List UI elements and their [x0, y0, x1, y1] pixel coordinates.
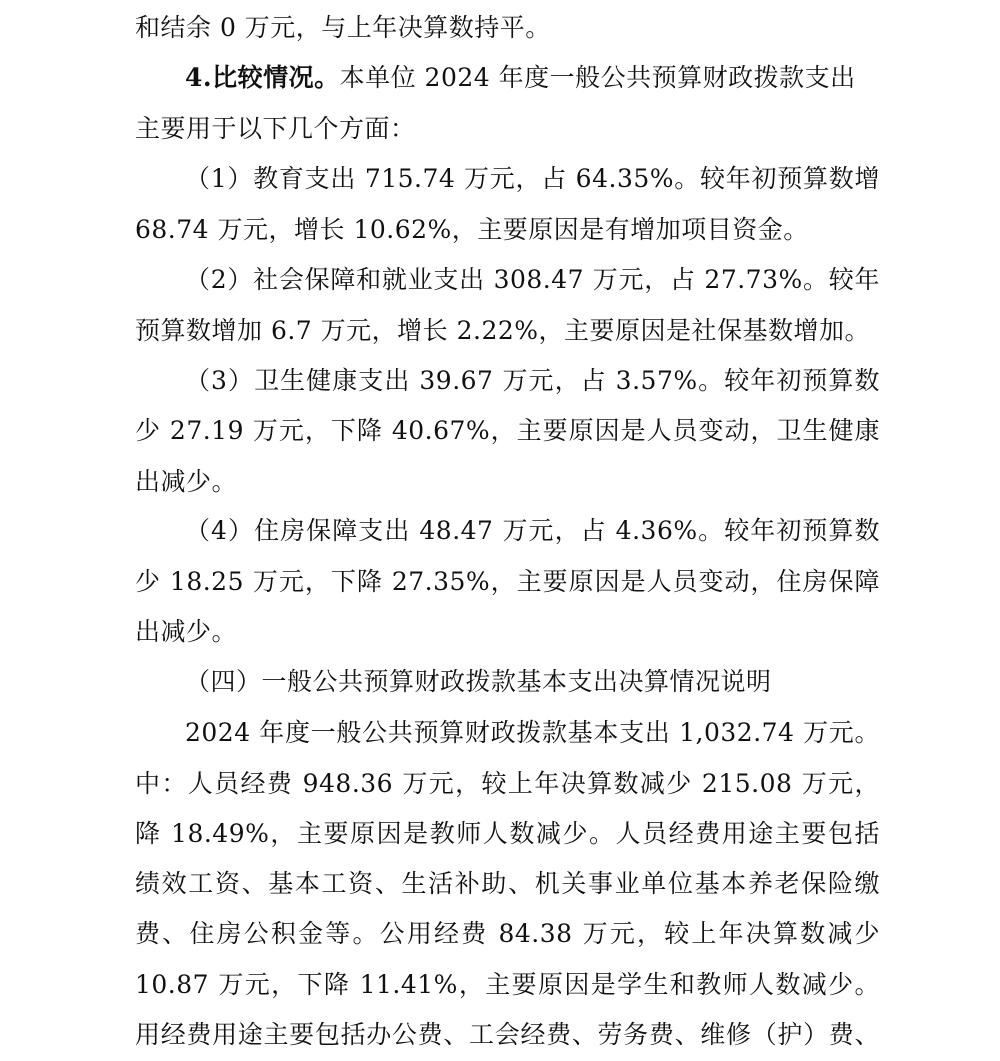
- text-line-20: 10.87 万元，下降 11.41%，主要原因是学生和教师人数减少。: [135, 970, 880, 999]
- text-line-12: 少 18.25 万元，下降 27.35%，主要原因是人员变动，住房保障: [135, 567, 880, 596]
- list-item-social-security: （2）社会保障和就业支出 308.47 万元，占 27.73%。较年: [185, 265, 880, 294]
- text-line-18: 绩效工资、基本工资、生活补助、机关事业单位基本养老保险缴: [135, 869, 880, 898]
- section-heading-comparison: 4.比较情况。本单位 2024 年度一般公共预算财政拨款支出: [185, 63, 856, 92]
- list-item-housing: （4）住房保障支出 48.47 万元，占 4.36%。较年初预算数: [185, 516, 880, 545]
- heading-lead: 4.比较情况。: [185, 63, 340, 92]
- text-line-17: 降 18.49%，主要原因是教师人数减少。人员经费用途主要包括: [135, 819, 880, 848]
- section-heading-basic-expenditure: （四）一般公共预算财政拨款基本支出决算情况说明: [185, 667, 772, 696]
- text-line-1: 和结余 0 万元，与上年决算数持平。: [135, 13, 551, 42]
- text-line-3: 主要用于以下几个方面：: [135, 114, 416, 143]
- text-line-21: 用经费用途主要包括办公费、工会经费、劳务费、维修（护）费、: [135, 1020, 880, 1049]
- text-line-15: 2024 年度一般公共预算财政拨款基本支出 1,032.74 万元。: [185, 718, 880, 747]
- text-line-19: 费、住房公积金等。公用经费 84.38 万元，较上年决算数减少: [135, 919, 880, 948]
- text-line-13: 出减少。: [135, 617, 238, 646]
- list-item-education: （1）教育支出 715.74 万元，占 64.35%。较年初预算数增: [185, 164, 880, 193]
- text-line-10: 出减少。: [135, 467, 238, 496]
- text-line-7: 预算数增加 6.7 万元，增长 2.22%，主要原因是社保基数增加。: [135, 316, 871, 345]
- list-item-health: （3）卫生健康支出 39.67 万元，占 3.57%。较年初预算数: [185, 366, 880, 395]
- text-line-5: 68.74 万元，增长 10.62%，主要原因是有增加项目资金。: [135, 215, 809, 244]
- text-line-16: 中：人员经费 948.36 万元，较上年决算数减少 215.08 万元，: [135, 769, 880, 798]
- text-line-9: 少 27.19 万元，下降 40.67%，主要原因是人员变动，卫生健康: [135, 416, 880, 445]
